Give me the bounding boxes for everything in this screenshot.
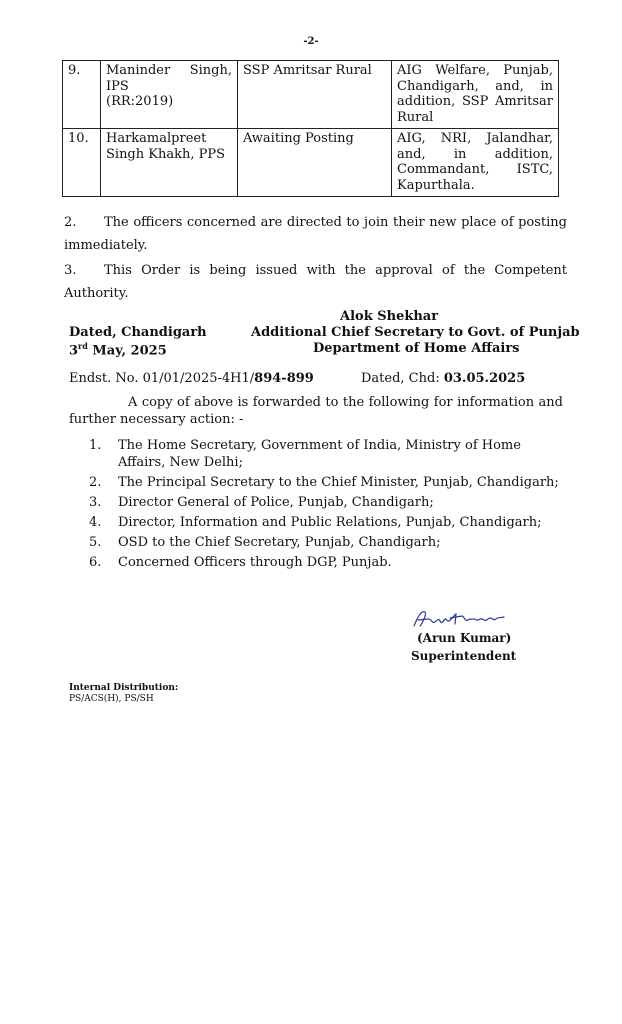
signer-designation: Superintendent <box>411 649 517 663</box>
list-item: 2. The Principal Secretary to the Chief Minister, Punjab, Chandigarh; <box>89 475 559 490</box>
table-row <box>63 61 559 129</box>
list-item: 6. Concerned Officers through DGP, Punjab. <box>89 555 392 570</box>
posted-from: Awaiting Posting <box>238 129 392 197</box>
posted-from: SSP Amritsar Rural <box>238 61 392 129</box>
copy-forward-text: A copy of above is forwarded to the following for information and further necessary action: - <box>69 395 563 427</box>
internal-distribution-list: PS/ACS(H), PS/SH <box>69 694 154 704</box>
signatory-designation: Additional Chief Secretary to Govt. of Punjab <box>251 325 580 340</box>
page-number: -2- <box>303 36 319 47</box>
signer-name: (Arun Kumar) <box>417 631 512 645</box>
paragraph-number: 3. <box>64 263 77 278</box>
list-item: 4. Director, Information and Public Relations, Punjab, Chandigarh; <box>89 515 542 530</box>
paragraph-3: 3. This Order is being issued with the approval of the Competent Authority. <box>64 259 567 305</box>
officer-name: Harkamalpreet Singh Khakh, PPS <box>101 129 238 197</box>
list-item: 3. Director General of Police, Punjab, Chandigarh; <box>89 495 434 510</box>
signatory-name: Alok Shekhar <box>340 309 439 324</box>
serial-number: 9. <box>63 61 101 129</box>
table-row <box>63 129 559 197</box>
dated-place: Dated, Chandigarh <box>69 325 207 340</box>
signatory-department: Department of Home Affairs <box>313 341 520 356</box>
paragraph-2: 2. The officers concerned are directed to join their new place of posting immediately. <box>64 211 567 257</box>
endorsement-date: Dated, Chd: 03.05.2025 <box>361 371 526 386</box>
dated-date: 3rd May, 2025 <box>69 341 167 359</box>
internal-distribution-heading: Internal Distribution: <box>69 683 179 693</box>
endorsement-number: Endst. No. 01/01/2025-4H1/894-899 <box>69 371 314 386</box>
posted-to: AIG, NRI, Jalandhar, and, in addition, Commandant, ISTC, Kapurthala. <box>392 129 559 197</box>
officer-name: Maninder Singh, IPS (RR:2019) <box>101 61 238 129</box>
recipient-list <box>89 437 563 574</box>
list-item: 1. The Home Secretary, Government of India, Ministry of Home Affairs, New Delhi; <box>89 438 521 470</box>
postings-table <box>62 60 559 197</box>
paragraph-number: 2. <box>64 215 77 230</box>
serial-number: 10. <box>63 129 101 197</box>
posted-to: AIG Welfare, Punjab, Chandigarh, and, in addition, SSP Amritsar Rural <box>392 61 559 129</box>
list-item: 5. OSD to the Chief Secretary, Punjab, Chandigarh; <box>89 535 441 550</box>
